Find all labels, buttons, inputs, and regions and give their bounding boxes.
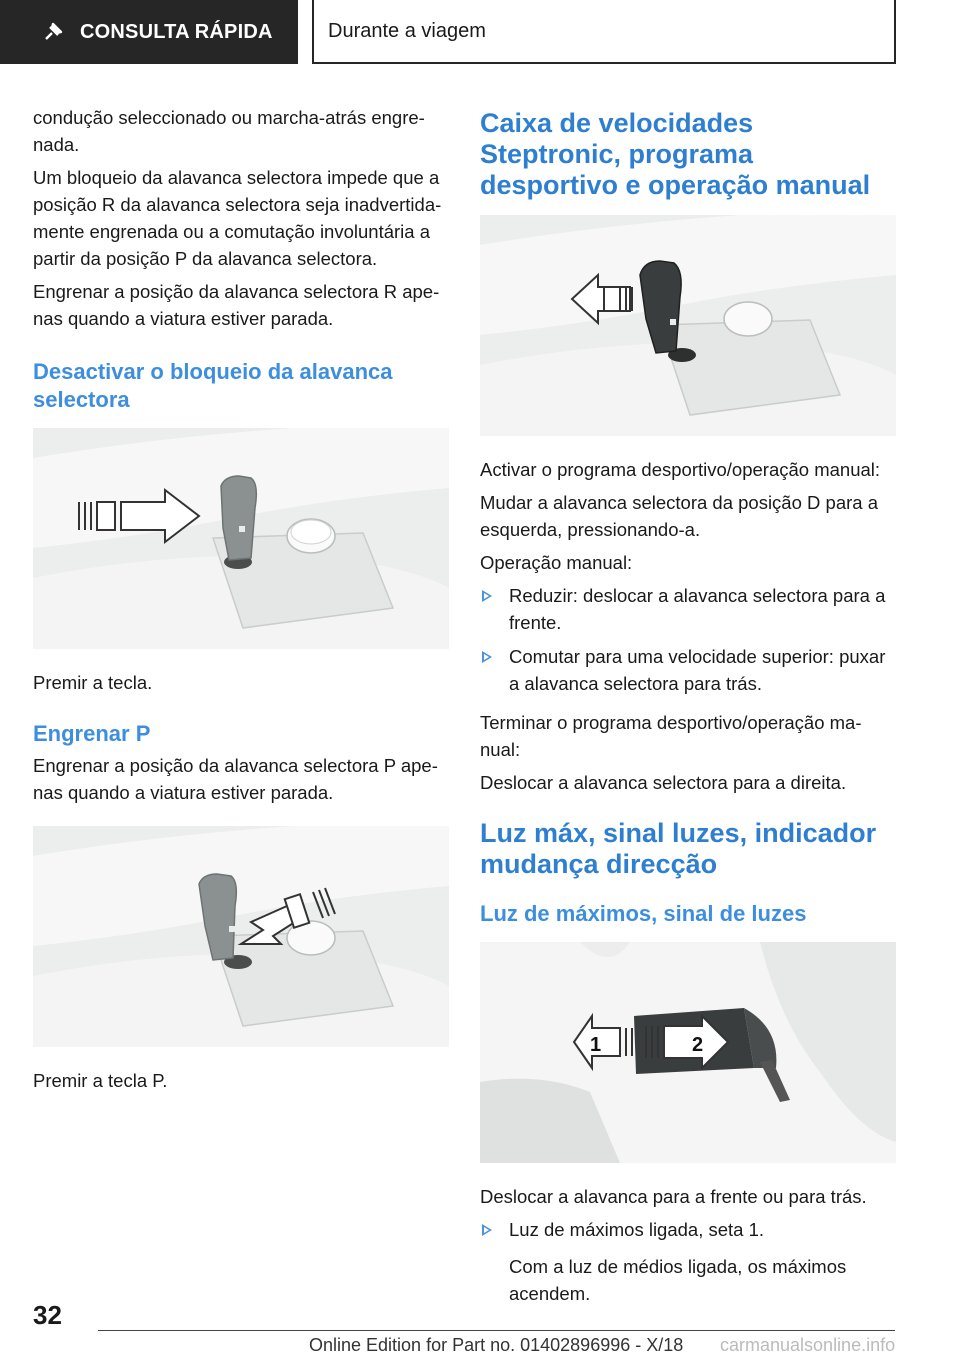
paragraph: Activar o programa desportivo/operação manual: [480,459,881,480]
bullet-triangle-icon [482,1224,492,1236]
paragraph: Operação manual: [480,552,633,573]
list-item: Comutar para uma velocidade superior: puxar a alavanca selectora para trás. [480,643,896,697]
paragraph: Engrenar a posição da alavanca selectora R ape-nas quando a viatura estiver parada. [33,281,440,329]
paragraph: Engrenar a posição da alavanca selectora P ape-nas quando a viatura estiver parada. [33,755,438,803]
heading-steptronic: Caixa de velocidades Steptronic, programa desportivo e operação manual [480,108,871,200]
figure-caption: Premir a tecla. [33,672,153,693]
edition-footer: Online Edition for Part no. 01402896996 - X/18 [309,1335,684,1355]
sport-program-figure [480,215,896,436]
heading-unlock-selector: Desactivar o bloqueio da alavanca selectora [33,359,393,412]
high-beam-list [480,1216,896,1243]
page-number: 32 [33,1300,62,1330]
paragraph: Deslocar a alavanca para a frente ou para trás. [480,1186,867,1207]
footer-divider [98,1330,895,1331]
paragraph: Mudar a alavanca selectora da posição D para a esquerda, pressionando-a. [480,492,878,540]
high-beam-stalk-figure [480,942,896,1163]
paragraph: condução seleccionado ou marcha-atrás engre-nada. [33,107,425,155]
paragraph: Terminar o programa desportivo/operação ma-nual: [480,712,862,760]
heading-engage-p: Engrenar P [33,721,151,746]
manual-mode-list [480,582,896,697]
list-item: Luz de máximos ligada, seta 1. [480,1216,896,1243]
list-item: Reduzir: deslocar a alavanca selectora para a frente. [480,582,896,636]
park-button-figure [33,826,449,1047]
bullet-triangle-icon [482,651,492,663]
paragraph: Com a luz de médios ligada, os máximos acendem. [509,1256,847,1304]
paragraph: Um bloqueio da alavanca selectora impede que a posição R da alavanca selectora seja inadvertida-mente engrenada ou a comutação involuntária a partir da posição P da alavanca selectora. [33,167,442,269]
quick-reference-tab[interactable] [0,0,298,64]
bullet-triangle-icon [482,590,492,602]
figure-caption: Premir a tecla P. [33,1070,168,1091]
selector-unlock-figure [33,428,449,649]
heading-lights: Luz máx, sinal luzes, indicador mudança direcção [480,818,877,879]
heading-high-beam: Luz de máximos, sinal de luzes [480,901,807,926]
left-column [33,104,449,1100]
pin-icon [42,21,64,43]
arrow-label-2: 2 [692,1034,704,1056]
section-title: Durante a viagem [312,0,896,64]
watermark-logo: carmanualsonline.info [720,1335,896,1355]
paragraph: Deslocar a alavanca selectora para a direita. [480,772,847,793]
arrow-label-1: 1 [590,1034,602,1056]
quick-reference-label: CONSULTA RÁPIDA [80,20,273,43]
right-column [480,104,896,1313]
